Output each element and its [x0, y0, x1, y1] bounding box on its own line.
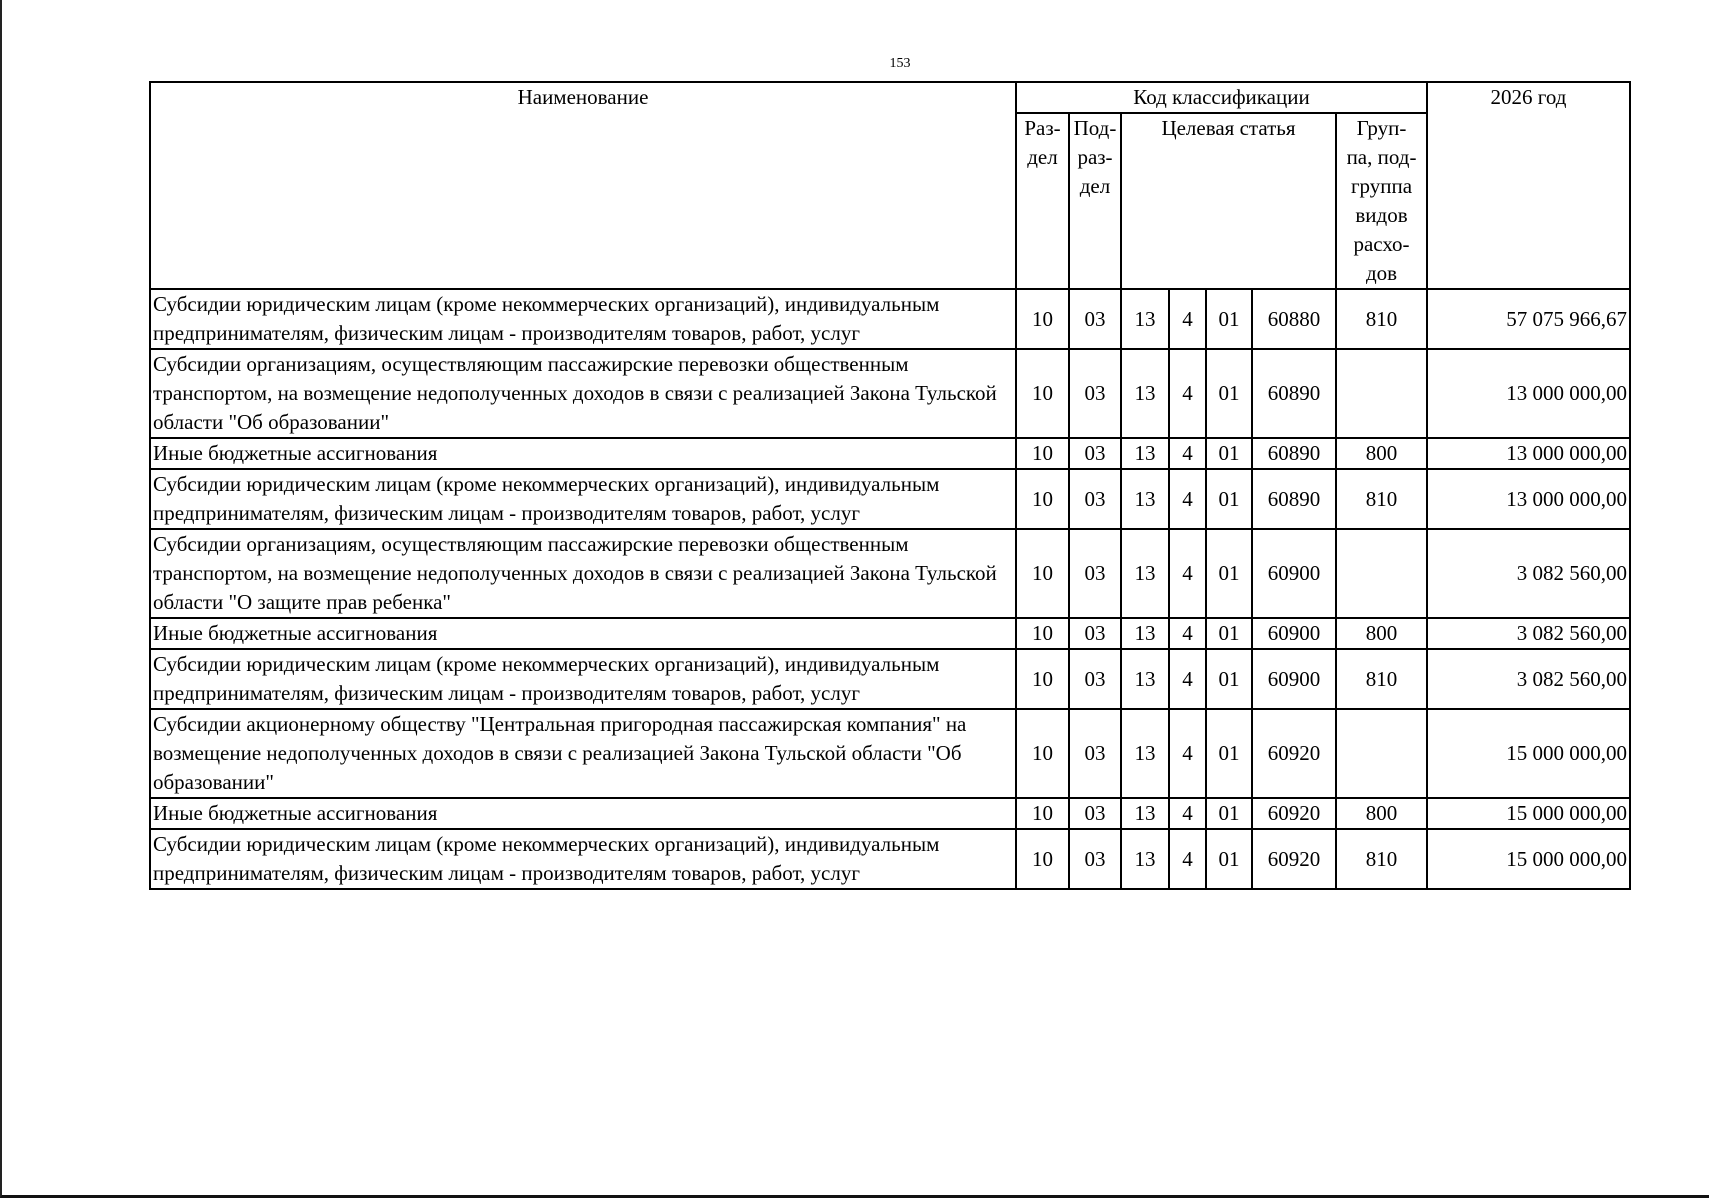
row-section: 10	[1016, 649, 1069, 709]
header-year: 2026 год	[1427, 82, 1630, 289]
row-amount: 15 000 000,00	[1427, 829, 1630, 889]
row-subsection: 03	[1069, 469, 1121, 529]
header-name: Наименование	[150, 82, 1016, 289]
row-target-type: 4	[1169, 529, 1206, 618]
row-target-type: 4	[1169, 709, 1206, 798]
row-target-program: 13	[1121, 349, 1169, 438]
budget-table	[149, 81, 1631, 890]
row-expense-group	[1336, 709, 1427, 798]
row-expense-group	[1336, 529, 1427, 618]
row-name: Субсидии организациям, осуществляющим пассажирские перевозки общественным транспортом, на возмещение недополученных доходов в связи с реализацией Закона Тульской области "Об образовании"	[150, 349, 1016, 438]
row-subsection: 03	[1069, 349, 1121, 438]
row-target-direction: 60900	[1252, 618, 1336, 649]
row-target-complex: 01	[1206, 349, 1252, 438]
header-target: Целевая статья	[1121, 113, 1336, 289]
row-target-direction: 60920	[1252, 798, 1336, 829]
row-target-type: 4	[1169, 798, 1206, 829]
header-section: Раз- дел	[1016, 113, 1069, 289]
row-subsection: 03	[1069, 529, 1121, 618]
row-name: Субсидии юридическим лицам (кроме некоммерческих организаций), индивидуальным предпринимателям, физическим лицам - производителям товаров, работ, услуг	[150, 289, 1016, 349]
row-target-type: 4	[1169, 469, 1206, 529]
row-expense-group: 800	[1336, 798, 1427, 829]
row-target-complex: 01	[1206, 289, 1252, 349]
row-target-program: 13	[1121, 798, 1169, 829]
row-amount: 57 075 966,67	[1427, 289, 1630, 349]
table-row	[150, 529, 1630, 618]
header-subsection: Под- раз- дел	[1069, 113, 1121, 289]
row-target-type: 4	[1169, 618, 1206, 649]
table-row	[150, 618, 1630, 649]
row-subsection: 03	[1069, 618, 1121, 649]
row-amount: 3 082 560,00	[1427, 618, 1630, 649]
row-section: 10	[1016, 349, 1069, 438]
row-name: Субсидии юридическим лицам (кроме некоммерческих организаций), индивидуальным предпринимателям, физическим лицам - производителям товаров, работ, услуг	[150, 649, 1016, 709]
row-name: Иные бюджетные ассигнования	[150, 438, 1016, 469]
row-expense-group: 810	[1336, 289, 1427, 349]
table-row	[150, 798, 1630, 829]
row-name: Иные бюджетные ассигнования	[150, 798, 1016, 829]
row-amount: 13 000 000,00	[1427, 438, 1630, 469]
row-target-complex: 01	[1206, 649, 1252, 709]
table-row	[150, 438, 1630, 469]
row-target-direction: 60890	[1252, 469, 1336, 529]
row-amount: 3 082 560,00	[1427, 529, 1630, 618]
row-target-complex: 01	[1206, 529, 1252, 618]
header-row	[150, 82, 1630, 113]
header-group: Груп- па, под- группа видов расхо- дов	[1336, 113, 1427, 289]
row-target-type: 4	[1169, 349, 1206, 438]
row-amount: 13 000 000,00	[1427, 469, 1630, 529]
table-row	[150, 649, 1630, 709]
table-row	[150, 709, 1630, 798]
row-name: Субсидии юридическим лицам (кроме некоммерческих организаций), индивидуальным предпринимателям, физическим лицам - производителям товаров, работ, услуг	[150, 469, 1016, 529]
row-name: Иные бюджетные ассигнования	[150, 618, 1016, 649]
row-amount: 13 000 000,00	[1427, 349, 1630, 438]
row-target-program: 13	[1121, 709, 1169, 798]
row-target-type: 4	[1169, 829, 1206, 889]
row-subsection: 03	[1069, 289, 1121, 349]
row-expense-group: 810	[1336, 469, 1427, 529]
row-expense-group: 800	[1336, 438, 1427, 469]
row-expense-group: 800	[1336, 618, 1427, 649]
row-subsection: 03	[1069, 798, 1121, 829]
table-row	[150, 469, 1630, 529]
row-section: 10	[1016, 829, 1069, 889]
row-target-direction: 60890	[1252, 349, 1336, 438]
row-target-direction: 60920	[1252, 709, 1336, 798]
row-section: 10	[1016, 798, 1069, 829]
row-target-type: 4	[1169, 289, 1206, 349]
row-section: 10	[1016, 289, 1069, 349]
row-target-complex: 01	[1206, 798, 1252, 829]
row-name: Субсидии акционерному обществу "Центральная пригородная пассажирская компания" на возмещение недополученных доходов в связи с реализацией Закона Тульской области "Об образовании"	[150, 709, 1016, 798]
row-target-complex: 01	[1206, 618, 1252, 649]
row-section: 10	[1016, 529, 1069, 618]
row-subsection: 03	[1069, 829, 1121, 889]
row-target-complex: 01	[1206, 709, 1252, 798]
row-subsection: 03	[1069, 709, 1121, 798]
row-target-program: 13	[1121, 289, 1169, 349]
page-number: 153	[889, 56, 911, 71]
row-target-direction: 60890	[1252, 438, 1336, 469]
row-target-program: 13	[1121, 438, 1169, 469]
row-target-program: 13	[1121, 649, 1169, 709]
row-section: 10	[1016, 709, 1069, 798]
table-row	[150, 349, 1630, 438]
row-subsection: 03	[1069, 649, 1121, 709]
row-target-program: 13	[1121, 618, 1169, 649]
row-target-program: 13	[1121, 529, 1169, 618]
row-amount: 15 000 000,00	[1427, 798, 1630, 829]
row-name: Субсидии юридическим лицам (кроме некоммерческих организаций), индивидуальным предпринимателям, физическим лицам - производителям товаров, работ, услуг	[150, 829, 1016, 889]
row-target-complex: 01	[1206, 469, 1252, 529]
row-expense-group	[1336, 349, 1427, 438]
row-amount: 3 082 560,00	[1427, 649, 1630, 709]
row-target-type: 4	[1169, 438, 1206, 469]
row-amount: 15 000 000,00	[1427, 709, 1630, 798]
row-target-direction: 60900	[1252, 529, 1336, 618]
row-section: 10	[1016, 438, 1069, 469]
row-target-direction: 60880	[1252, 289, 1336, 349]
row-section: 10	[1016, 618, 1069, 649]
row-target-direction: 60900	[1252, 649, 1336, 709]
row-target-complex: 01	[1206, 438, 1252, 469]
header-code: Код классификации	[1016, 82, 1427, 113]
row-target-program: 13	[1121, 829, 1169, 889]
row-target-type: 4	[1169, 649, 1206, 709]
row-target-program: 13	[1121, 469, 1169, 529]
row-target-direction: 60920	[1252, 829, 1336, 889]
row-section: 10	[1016, 469, 1069, 529]
row-expense-group: 810	[1336, 829, 1427, 889]
row-target-complex: 01	[1206, 829, 1252, 889]
row-expense-group: 810	[1336, 649, 1427, 709]
row-name: Субсидии организациям, осуществляющим пассажирские перевозки общественным транспортом, на возмещение недополученных доходов в связи с реализацией Закона Тульской области "О защите прав ребенка"	[150, 529, 1016, 618]
table-row	[150, 289, 1630, 349]
row-subsection: 03	[1069, 438, 1121, 469]
table-row	[150, 829, 1630, 889]
